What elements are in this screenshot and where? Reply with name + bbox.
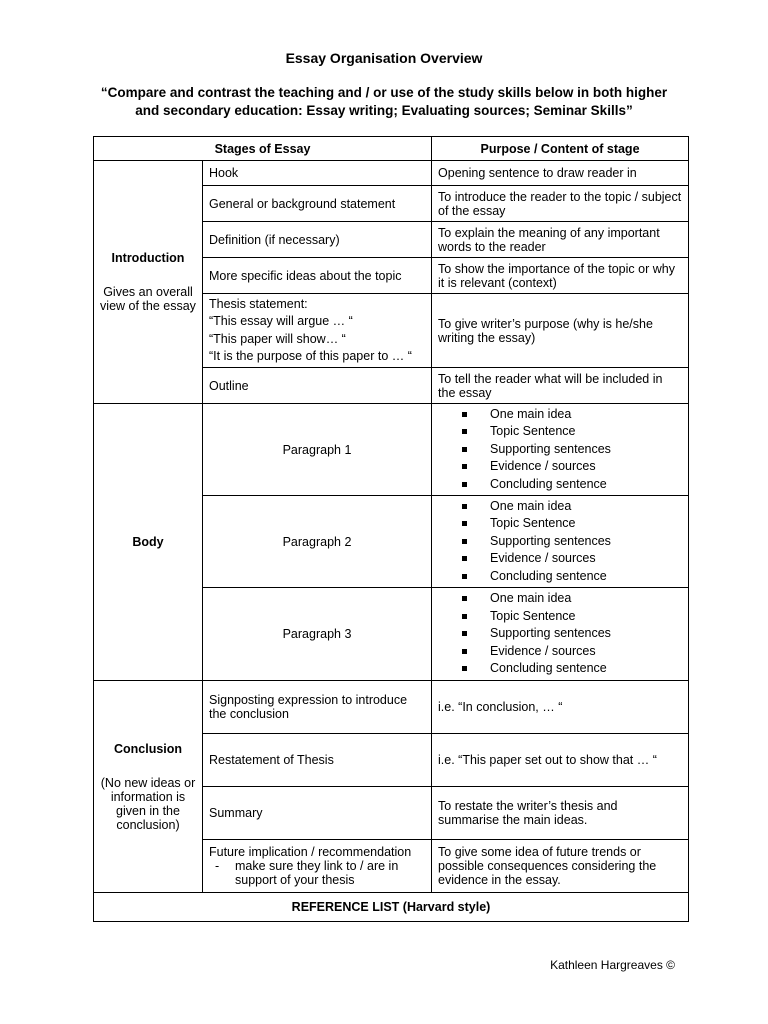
stage-cell-thesis: [203, 294, 432, 368]
table-row: [94, 681, 689, 734]
list-item: Evidence / sources: [458, 458, 682, 476]
section-note-introduction: Gives an overall view of the essay: [100, 285, 196, 313]
table-row: [94, 893, 689, 922]
essay-question: “Compare and contrast the teaching and / or use of the study skills below in both higher and secondary education: Essay writing; Evaluating sources; Seminar Skills”: [100, 85, 668, 118]
stage-cell: Outline: [203, 368, 432, 404]
purpose-cell: To give some idea of future trends or possible consequences considering the evidence in the essay.: [432, 840, 689, 893]
purpose-cell: To introduce the reader to the topic / subject of the essay: [432, 186, 689, 222]
table-header-row: [94, 137, 689, 161]
future-implication-label: Future implication / recommendation: [209, 845, 412, 859]
list-item: Concluding sentence: [458, 568, 682, 586]
list-item: Concluding sentence: [458, 660, 682, 678]
bullet-list: [438, 498, 682, 586]
page-title: Essay Organisation Overview: [285, 50, 483, 66]
list-item: Evidence / sources: [458, 550, 682, 568]
list-item: Supporting sentences: [458, 533, 682, 551]
list-item: Supporting sentences: [458, 625, 682, 643]
table-row: [94, 404, 689, 496]
thesis-line: “This paper will show… “: [209, 331, 346, 346]
reference-list: REFERENCE LIST (Harvard style): [94, 893, 689, 922]
list-item: Topic Sentence: [458, 423, 682, 441]
paragraph-label: Paragraph 1: [203, 404, 432, 496]
section-conclusion: [94, 681, 203, 893]
section-title-conclusion: Conclusion: [113, 741, 183, 756]
paragraph-points-cell: [432, 496, 689, 588]
purpose-cell: To tell the reader what will be included in the essay: [432, 368, 689, 404]
essay-organisation-table: [93, 136, 689, 922]
stage-cell: Hook: [203, 161, 432, 186]
paragraph-points-cell: [432, 588, 689, 681]
stage-cell-future: [203, 840, 432, 893]
list-item: Topic Sentence: [458, 608, 682, 626]
stage-cell: Signposting expression to introduce the conclusion: [203, 681, 432, 734]
thesis-line: “It is the purpose of this paper to … “: [209, 349, 412, 363]
stage-cell: Restatement of Thesis: [203, 734, 432, 787]
purpose-cell: i.e. “In conclusion, … “: [432, 681, 689, 734]
table-row: [94, 161, 689, 186]
purpose-cell: To restate the writer’s thesis and summarise the main ideas.: [432, 787, 689, 840]
dash-list: [209, 859, 425, 887]
stage-cell: Definition (if necessary): [203, 222, 432, 258]
stage-cell: More specific ideas about the topic: [203, 258, 432, 294]
section-note-conclusion: (No new ideas or information is given in the conclusion): [100, 775, 196, 832]
paragraph-points-cell: [432, 404, 689, 496]
section-introduction: [94, 161, 203, 404]
section-title-introduction: Introduction: [111, 251, 185, 265]
paragraph-label: Paragraph 3: [203, 588, 432, 681]
list-item: Topic Sentence: [458, 515, 682, 533]
list-item: - make sure they link to / are in support of your thesis: [215, 859, 425, 887]
bullet-list: [438, 406, 682, 494]
list-item: Concluding sentence: [458, 476, 682, 494]
paragraph-label: Paragraph 2: [203, 496, 432, 588]
header-purpose: Purpose / Content of stage: [432, 137, 689, 161]
purpose-cell: To explain the meaning of any important words to the reader: [432, 222, 689, 258]
author-credit: Kathleen Hargreaves ©: [550, 958, 675, 972]
purpose-cell: Opening sentence to draw reader in: [432, 161, 689, 186]
list-item: One main idea: [458, 406, 682, 424]
list-item: Supporting sentences: [458, 441, 682, 459]
list-item: One main idea: [458, 590, 682, 608]
thesis-line: Thesis statement:: [209, 296, 308, 311]
list-item: Evidence / sources: [458, 643, 682, 661]
thesis-line: “This essay will argue … “: [209, 314, 353, 328]
header-stages: Stages of Essay: [94, 137, 432, 161]
stage-cell: General or background statement: [203, 186, 432, 222]
section-title-body: Body: [132, 535, 164, 549]
purpose-cell: To give writer’s purpose (why is he/she writing the essay): [432, 294, 689, 368]
purpose-cell: To show the importance of the topic or why it is relevant (context): [432, 258, 689, 294]
list-item: One main idea: [458, 498, 682, 516]
stage-cell: Summary: [203, 787, 432, 840]
purpose-cell: i.e. “This paper set out to show that … “: [432, 734, 689, 787]
bullet-list: [438, 590, 682, 678]
section-body: [94, 404, 203, 681]
